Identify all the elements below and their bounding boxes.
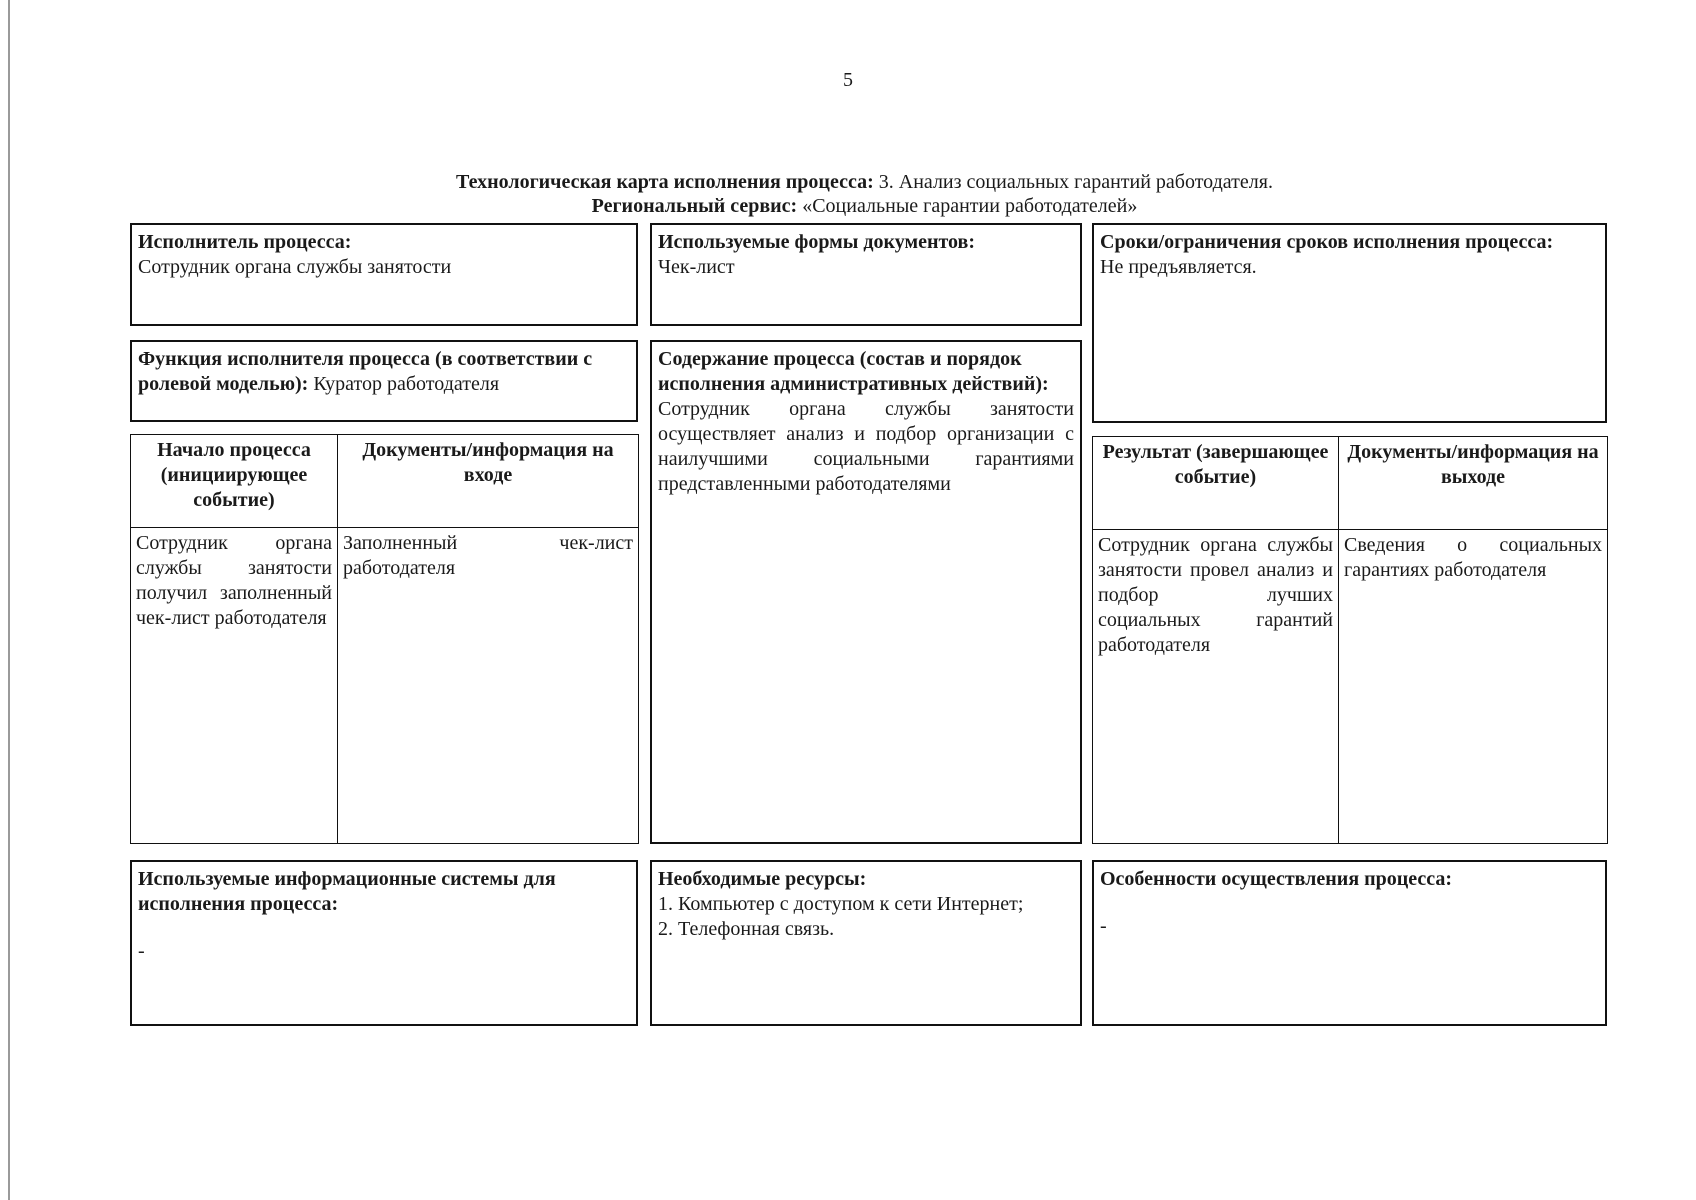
document-title [0,170,1696,218]
process-content-label: Содержание процесса (состав и порядок исполнения административных действий): [658,348,1049,395]
start-docs-cell: Заполненный чек-лист работодателя [338,528,639,844]
result-table [1092,436,1608,844]
result-table-header-row [1093,437,1608,530]
service-value: «Социальные гарантии работодателей» [802,195,1138,217]
result-table-row [1093,530,1608,844]
start-table-row [131,528,639,844]
executor-box [130,223,638,326]
forms-box [650,223,1082,326]
start-table-header-row [131,435,639,528]
process-content-value: Сотрудник органа службы занятости осуществляет анализ и подбор организации с наилучшими социальными гарантиями представленными работодателями [658,398,1074,495]
features-label: Особенности осуществления процесса: [1100,868,1453,890]
features-value: - [1100,915,1107,937]
title-line-1 [0,170,1696,194]
result-header-event: Результат (завершающее событие) [1093,437,1339,530]
forms-value: Чек-лист [658,256,735,278]
start-header-docs: Документы/информация на входе [338,435,639,528]
result-docs-cell: Сведения о социальных гарантиях работодателя [1339,530,1608,844]
function-value: Куратор работодателя [313,373,500,395]
resources-item-2: 2. Телефонная связь. [658,918,835,940]
deadlines-value: Не предъявляется. [1100,256,1257,278]
process-content-box [650,340,1082,844]
title-label: Технологическая карта исполнения процесса: [456,171,874,193]
resources-label: Необходимые ресурсы: [658,868,867,890]
start-header-event: Начало процесса (инициирующее событие) [131,435,338,528]
executor-value: Сотрудник органа службы занятости [138,256,452,278]
service-label: Региональный сервис: [591,195,798,217]
info-systems-label: Используемые информационные системы для исполнения процесса: [138,868,556,915]
resources-item-1: 1. Компьютер с доступом к сети Интернет; [658,893,1024,915]
info-systems-value: - [138,940,145,962]
deadlines-label: Сроки/ограничения сроков исполнения процесса: [1100,231,1554,253]
start-table [130,434,639,844]
function-box [130,340,638,422]
page-number: 5 [843,69,853,91]
result-event-cell: Сотрудник органа службы занятости провел анализ и подбор лучших социальных гарантий работодателя [1093,530,1339,844]
title-line-2 [0,194,1696,218]
features-box [1092,860,1607,1026]
info-systems-box [130,860,638,1026]
result-header-docs: Документы/информация на выходе [1339,437,1608,530]
executor-label: Исполнитель процесса: [138,231,352,253]
resources-box [650,860,1082,1026]
title-value: 3. Анализ социальных гарантий работодателя. [878,171,1273,193]
function-label: Функция исполнителя процесса (в соответствии с ролевой моделью): [138,348,593,395]
forms-label: Используемые формы документов: [658,231,976,253]
start-event-cell: Сотрудник органа службы занятости получил заполненный чек-лист работодателя [131,528,338,844]
deadlines-box [1092,223,1607,423]
